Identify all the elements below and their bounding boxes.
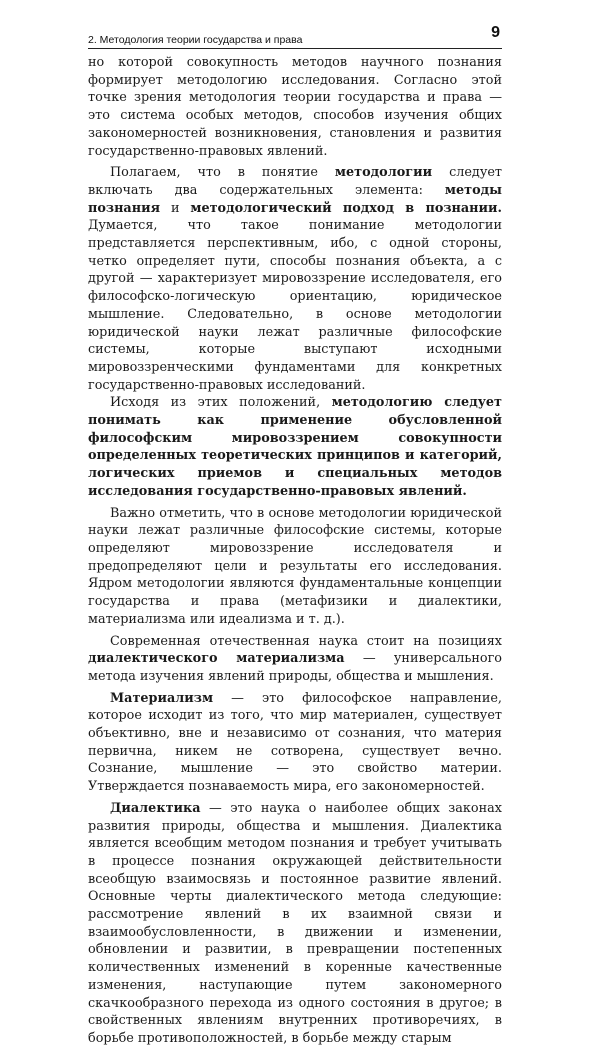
text: Думается, что такое понимание методологии представляется перспективным, ибо, с одной стороны, четко определяет пути, способы познания объекта, а с другой — характеризует мировоззрение исследователя, его философско-логическую ориентацию, юридическое мышление. Следовательно, в основе методологии юридической науки лежат различные философские системы, которые выступают исходными мировоззренческими фундаментами для конкретных государственно-правовых исследований. [88, 218, 502, 393]
text: — это философское направление, которое исходит из того, что мир материален, существует объективно, вне и независимо от сознания, что материя первична, никем не сотворена, существует вечно. Сознание, мышление — это свойство материи. Утверждается познаваемость мира, его закономерностей. [88, 690, 502, 795]
paragraph-2 [88, 164, 502, 394]
paragraph-4: Важно отметить, что в основе методологии юридической науки лежат различные философские системы, которые определяют мировоззрение исследователя и предопределяют цели и результаты его исследования. Ядром методологии являются фундаментальные концепции государства и права (метафизики и диалектики, материализма или идеализма и т. д.). [88, 505, 502, 627]
highlight-methods: методы познания [88, 182, 502, 216]
paragraph-5 [88, 633, 502, 686]
highlight-dialectics: Диалектика [110, 800, 201, 816]
text: — это наука о наиболее общих законах развития природы, общества и мышления. Диалектика является всеобщим методом познания и требует учитывать в процессе познания окружающей действительности всеобщую взаимосвязь и постоянное развитие явлений. Основные черты диалектического метода следующие: рассмотрение явлений в их взаимной связи и взаимообусловленности, в движении и изменении, обновлении и развитии, в превращении постепенных количественных изменений в коренные качественные изменения, наступающие путем закономерного скачкообразного перехода из одного состояния в другое; в свойственных явлениям внутренних противоречиях, в борьбе противоположностей, в борьбе между старым [88, 800, 502, 1046]
highlight-materialism: Материализм [110, 690, 214, 706]
paragraph-3 [88, 394, 502, 500]
text: Современная отечественная наука стоит на позициях [110, 633, 502, 649]
text: Полагаем, что в понятие [110, 165, 335, 181]
section-title: 2. Методология теории государства и права [88, 34, 303, 46]
body-text [88, 54, 502, 1048]
highlight-methodology: методологии [334, 165, 433, 181]
text: и [160, 200, 191, 216]
highlight-approach: методологический подход в познании. [190, 200, 502, 216]
highlight-definition: методологию следует понимать как применение обусловленной философским мировоззрением совокупности определенных теоретических принципов и категорий, логических приемов и специальных методов исследования государственно-правовых явлений. [88, 395, 502, 499]
text: следует включать два содержательных элемента: [88, 165, 502, 198]
page-number: 9 [491, 24, 500, 41]
text: Исходя из этих положений, [110, 395, 332, 411]
running-header [88, 24, 502, 49]
paragraph-1: но которой совокупность методов научного познания формирует методологию исследования. Согласно этой точке зрения методология теории государства и права — это система особых методов, способов изучения общих закономерностей возникновения, становления и развития государственно-правовых явлений. [88, 55, 502, 159]
paragraph-6 [88, 690, 502, 796]
highlight-dialectical-materialism: диалектического материализма [88, 651, 345, 667]
paragraph-7 [88, 800, 502, 1048]
text: — универсального метода изучения явлений природы, общества и мышления. [88, 651, 502, 684]
